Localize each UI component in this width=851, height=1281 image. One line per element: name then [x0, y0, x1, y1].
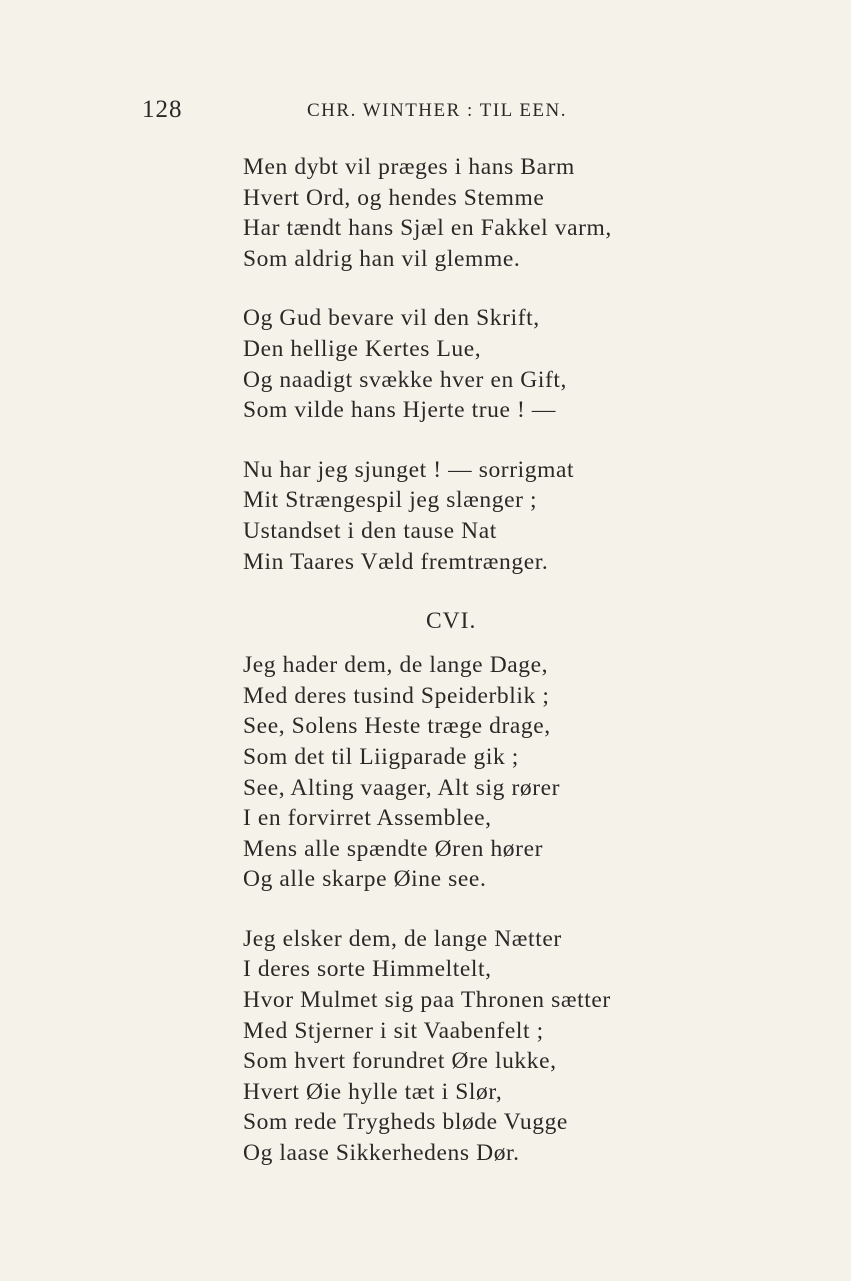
verse-line: Jeg elsker dem, de lange Nætter — [243, 925, 562, 952]
stanza — [243, 924, 803, 1169]
verse-line: I deres sorte Himmeltelt, — [243, 956, 492, 983]
page-number: 128 — [142, 96, 183, 123]
verse-line: Som det til Liigparade gik ; — [243, 743, 519, 770]
stanza — [243, 650, 803, 895]
verse-line: I en forvirret Assemblee, — [243, 805, 492, 832]
verse-line: Og naadigt svække hver en Gift, — [243, 366, 568, 393]
verse-line: Med deres tusind Speiderblik ; — [243, 682, 550, 709]
verse-line: Hvert Ord, og hendes Stemme — [243, 184, 545, 211]
poem-text — [243, 152, 803, 1198]
verse-line: Har tændt hans Sjæl en Fakkel varm, — [243, 215, 612, 242]
verse-line: Som rede Trygheds bløde Vugge — [243, 1109, 568, 1136]
verse-line: Min Taares Væld fremtrænger. — [243, 548, 549, 575]
verse-line: Som hvert forundret Øre lukke, — [243, 1048, 557, 1075]
verse-line: Mens alle spændte Øren hører — [243, 835, 544, 862]
verse-line: Og laase Sikkerhedens Dør. — [243, 1140, 520, 1167]
verse-line: Mit Strængespil jeg slænger ; — [243, 487, 538, 514]
section-heading: CVI. — [426, 608, 477, 635]
verse-line: Nu har jeg sjunget ! — sorrigmat — [243, 456, 575, 483]
stanza — [243, 455, 803, 577]
verse-line: Jeg hader dem, de lange Dage, — [243, 652, 549, 679]
verse-line: See, Solens Heste træge drage, — [243, 713, 551, 740]
verse-line: Hvor Mulmet sig paa Thronen sætter — [243, 987, 611, 1014]
verse-line: Og Gud bevare vil den Skrift, — [243, 305, 540, 332]
page-header — [0, 96, 851, 126]
stanza — [243, 303, 803, 425]
verse-line: Som vilde hans Hjerte true ! — — [243, 397, 556, 424]
verse-line: Som aldrig han vil glemme. — [243, 245, 521, 272]
verse-line: Hvert Øie hylle tæt i Slør, — [243, 1078, 503, 1105]
verse-line: Ustandset i den tause Nat — [243, 517, 497, 544]
verse-line: Men dybt vil præges i hans Barm — [243, 154, 575, 180]
verse-line: Den hellige Kertes Lue, — [243, 335, 482, 362]
verse-line: Med Stjerner i sit Vaabenfelt ; — [243, 1017, 544, 1044]
running-head: CHR. WINTHER : TIL EEN. — [307, 100, 568, 121]
verse-line: See, Alting vaager, Alt sig rører — [243, 774, 561, 801]
stanza — [243, 152, 803, 274]
verse-line: Og alle skarpe Øine see. — [243, 866, 487, 893]
